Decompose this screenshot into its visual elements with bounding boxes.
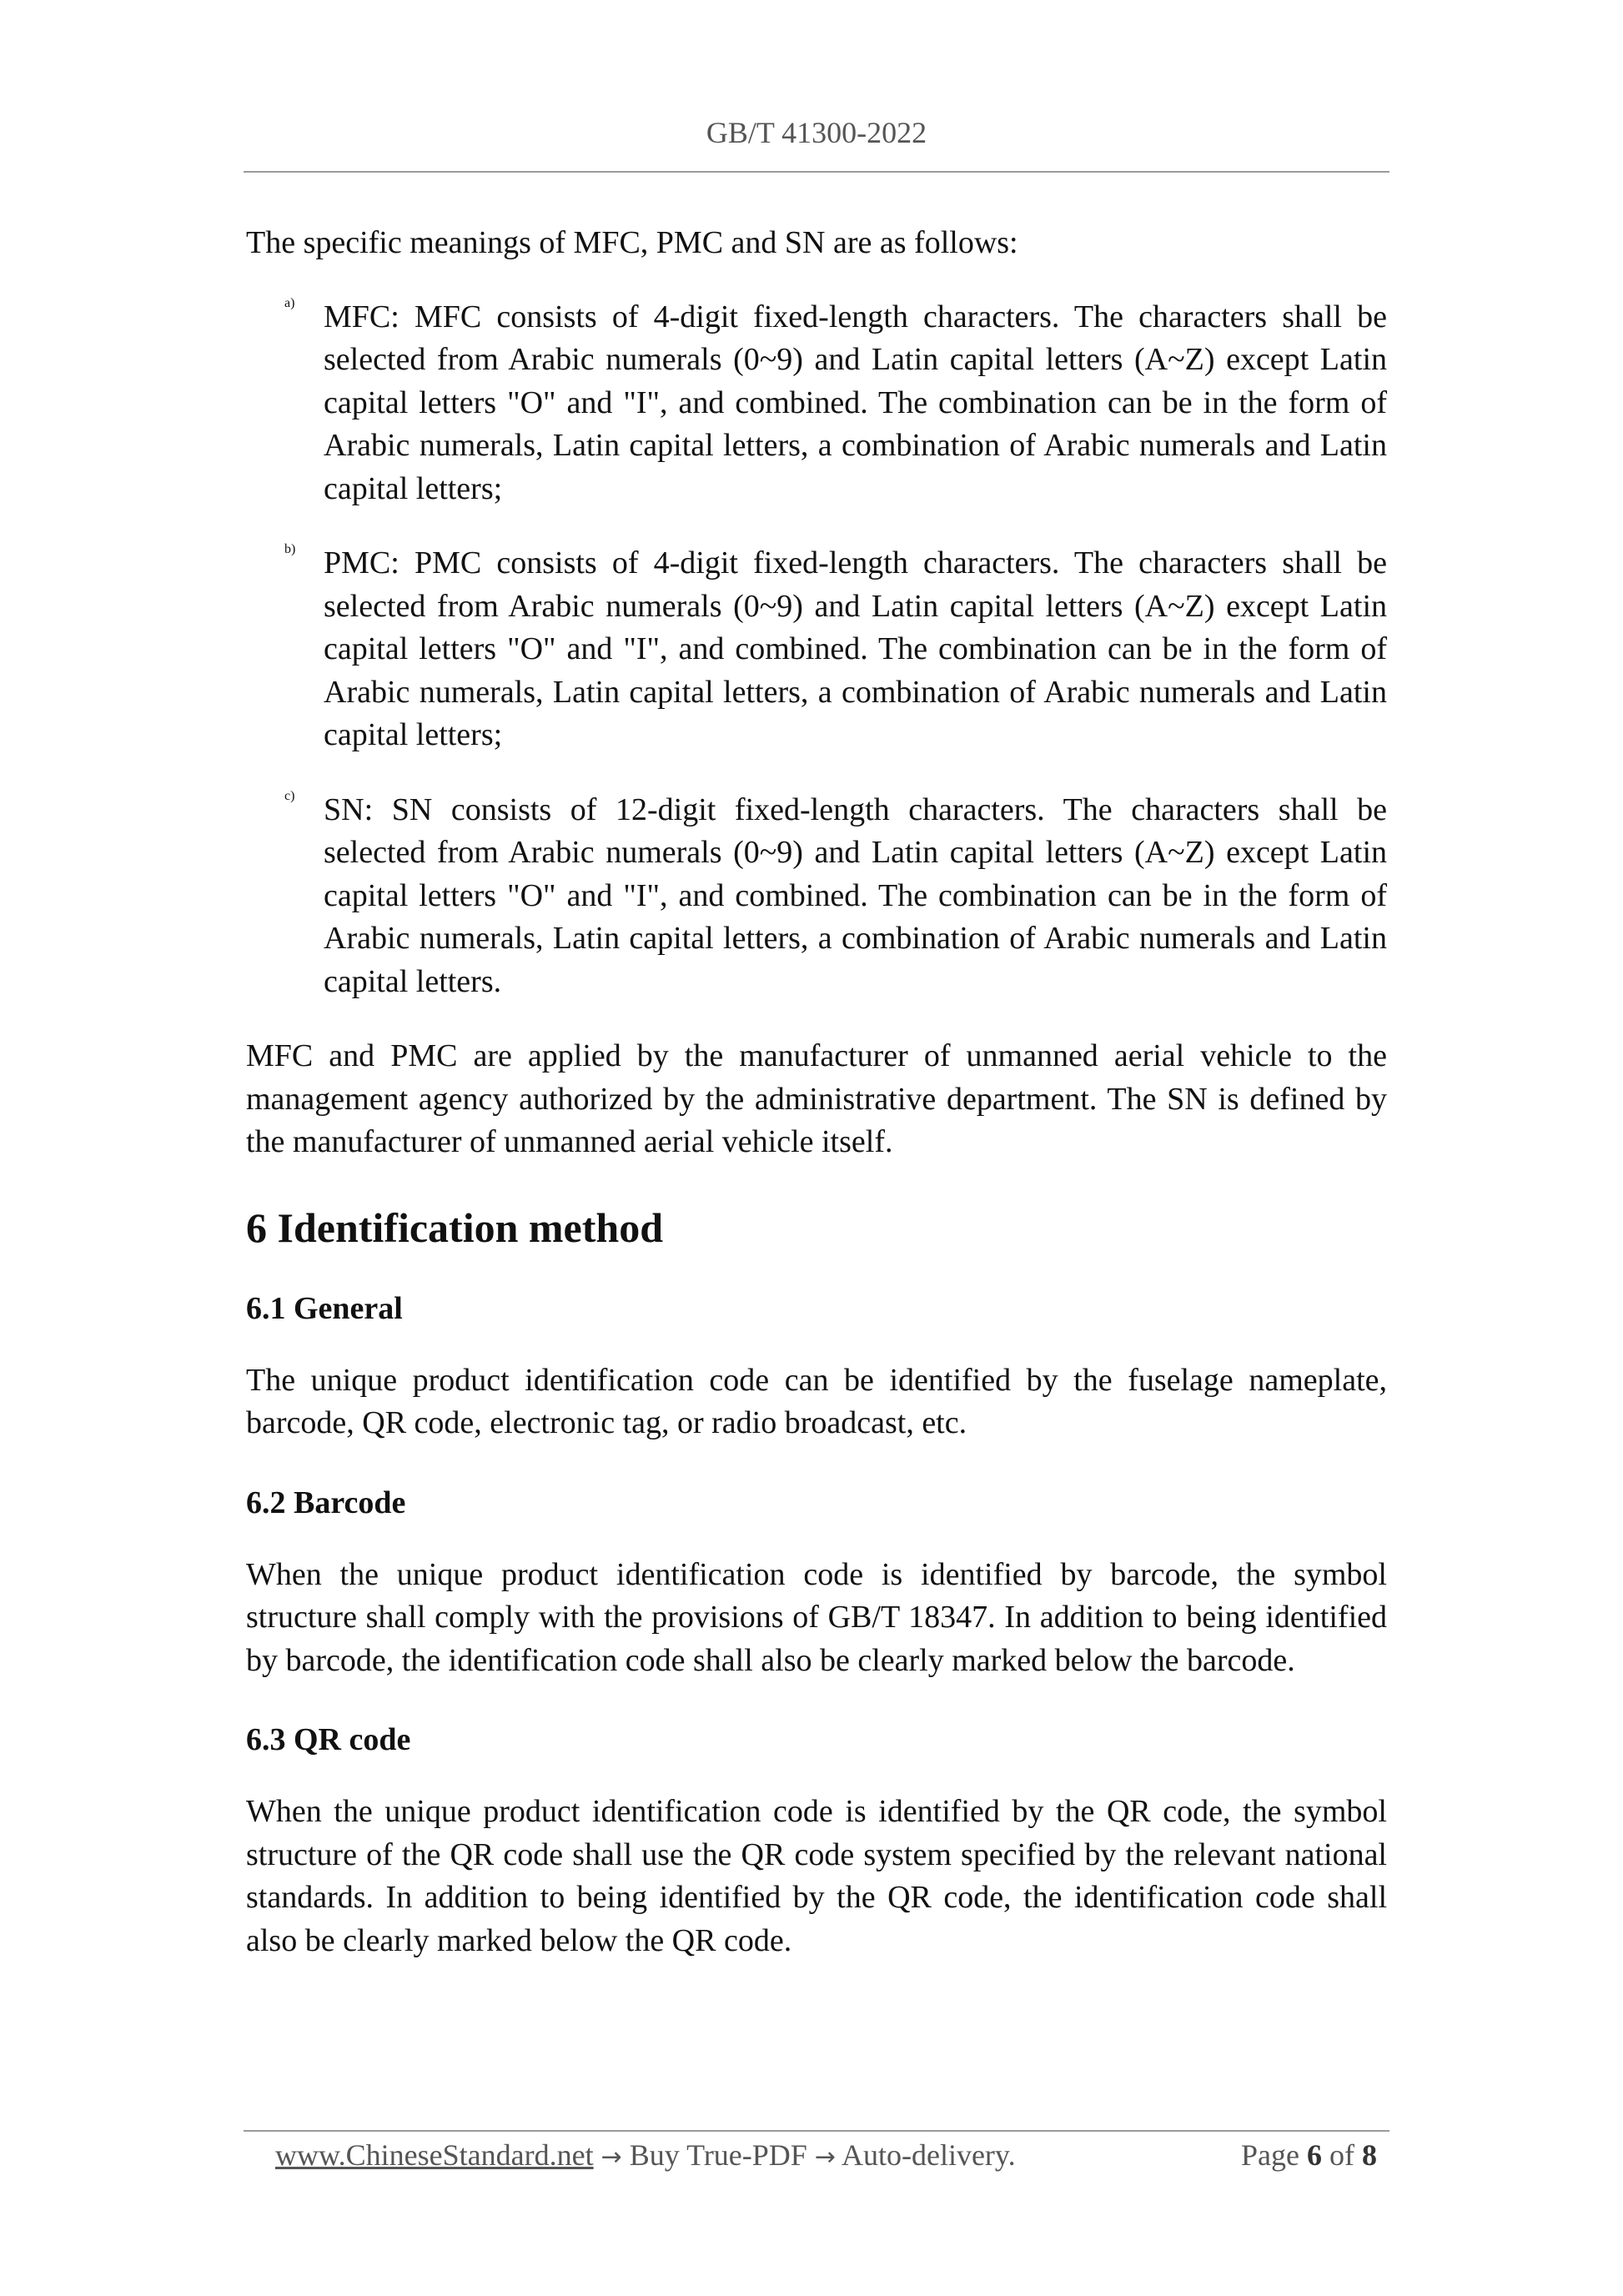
- barcode-paragraph: When the unique product identification code is identified by barcode, the symbol structure shall comply with the provisions of GB/T 18347. In addition to being identified by barcode, the identification code shall also be clearly marked below the barcode.: [246, 1556, 1387, 1678]
- list-marker: c): [284, 788, 295, 803]
- arrow-right-icon: →: [814, 2143, 836, 2172]
- subsection-heading-6-1: 6.1 General: [246, 1290, 403, 1326]
- list-marker: a): [284, 295, 295, 310]
- page-label: Page: [1241, 2138, 1299, 2172]
- list-item-text: SN: SN consists of 12-digit fixed-length characters. The characters shall be selected from Arabic numerals (0~9) and Latin capital letters (A~Z) except Latin capital letters "O" and "I", and combined. The combination can be in the form of Arabic numerals, Latin capital letters, a combination of Arabic numerals and Latin capital letters.: [324, 791, 1387, 999]
- list-item-pmc: [246, 542, 1387, 757]
- subsection-heading-6-2: 6.2 Barcode: [246, 1485, 406, 1520]
- application-paragraph: MFC and PMC are applied by the manufacturer of unmanned aerial vehicle to the management agency authorized by the administrative department. The SN is defined by the manufacturer of unmanned aerial vehicle itself.: [246, 1038, 1387, 1159]
- qr-code-paragraph: When the unique product identification code is identified by the QR code, the symbol structure of the QR code shall use the QR code system specified by the relevant national standards. In addition to being identified by the QR code, the identification code shall also be clearly marked below the QR code.: [246, 1794, 1387, 1958]
- list-item-sn: [246, 789, 1387, 1004]
- subsection-heading-6-3: 6.3 QR code: [246, 1722, 411, 1757]
- list-item-text: MFC: MFC consists of 4-digit fixed-length characters. The characters shall be selected from Arabic numerals (0~9) and Latin capital letters (A~Z) except Latin capital letters "O" and "I", and combined. The combination can be in the form of Arabic numerals, Latin capital letters, a combination of Arabic numerals and Latin capital letters;: [324, 299, 1387, 506]
- footer-divider: [244, 2130, 1389, 2132]
- list-marker: b): [284, 542, 296, 556]
- site-link[interactable]: www.ChineseStandard.net: [275, 2138, 594, 2172]
- buy-text: Buy True-PDF: [629, 2138, 807, 2172]
- section-heading-6: 6 Identification method: [246, 1203, 663, 1251]
- page-number: [1241, 2137, 1377, 2173]
- delivery-text: Auto-delivery.: [841, 2138, 1016, 2172]
- page-header: GB/T 41300-2022: [706, 116, 927, 149]
- header-divider: [244, 171, 1389, 173]
- arrow-right-icon: →: [600, 2143, 622, 2172]
- intro-paragraph: The specific meanings of MFC, PMC and SN are as follows:: [246, 225, 1018, 260]
- general-paragraph: The unique product identification code can be identified by the fuselage nameplate, barcode, QR code, electronic tag, or radio broadcast, etc.: [246, 1362, 1387, 1440]
- page-body: [246, 222, 1387, 1999]
- page-total: 8: [1362, 2138, 1377, 2172]
- list-item-text: PMC: PMC consists of 4-digit fixed-length characters. The characters shall be selected from Arabic numerals (0~9) and Latin capital letters (A~Z) except Latin capital letters "O" and "I", and combined. The combination can be in the form of Arabic numerals, Latin capital letters, a combination of Arabic numerals and Latin capital letters;: [324, 545, 1387, 752]
- page-footer: [275, 2137, 1016, 2176]
- page-current: 6: [1307, 2138, 1322, 2172]
- page-of: of: [1329, 2138, 1354, 2172]
- list-item-mfc: [246, 296, 1387, 511]
